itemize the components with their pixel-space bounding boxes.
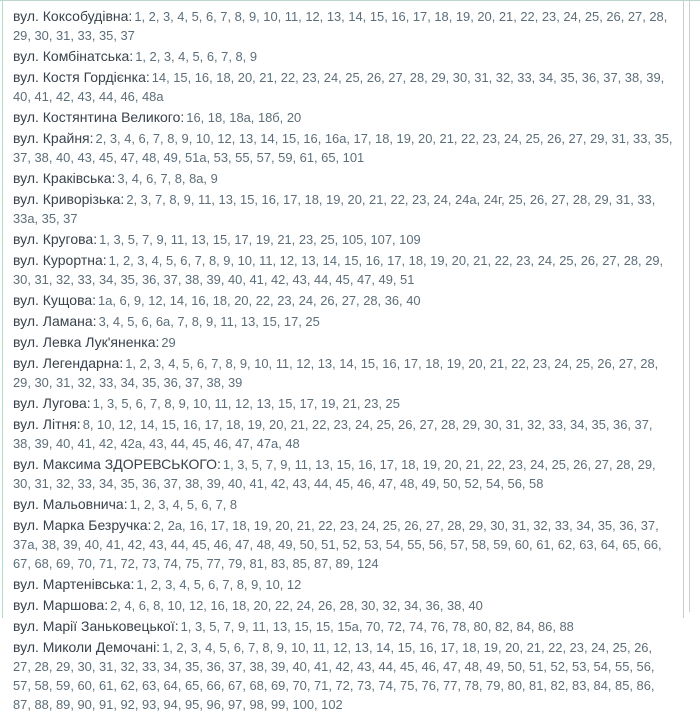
street-name: вул. Лугова: bbox=[13, 395, 91, 411]
street-house-numbers: 1а, 6, 9, 12, 14, 16, 18, 20, 22, 23, 24, 26, 27, 28, 36, 40 bbox=[98, 293, 421, 308]
street-house-numbers: 2, 4, 6, 8, 10, 12, 16, 18, 20, 22, 24, 26, 28, 30, 32, 34, 36, 38, 40 bbox=[110, 598, 483, 613]
table-outer-border bbox=[689, 0, 690, 612]
street-row bbox=[13, 7, 673, 45]
street-row bbox=[13, 169, 673, 188]
street-house-numbers: 3, 4, 6, 7, 8, 8а, 9 bbox=[117, 171, 217, 186]
street-name: вул. Кущова: bbox=[13, 292, 96, 308]
street-house-numbers: 2, 2а, 16, 17, 18, 19, 20, 21, 22, 23, 24, 25, 26, 27, 28, 29, 30, 31, 32, 33, 34, 35, 36, 37, 37а, 38, 39, 40, 41, 42, 43, 44, 45, 46, 47, 48, 49, 50, 51, 52, 53, 54, 55, 56, 57, 58, 59, 60, 61, 62, 63, 64, 65, 66, 67, 68, 69, 70, 71, 72, 73, 74, 75, 77, 79, 81, 83, 85, 87, 89, 124 bbox=[13, 518, 662, 571]
street-row bbox=[13, 575, 673, 594]
street-name: вул. Крайня: bbox=[13, 130, 94, 146]
street-house-numbers: 8, 10, 12, 14, 15, 16, 17, 18, 19, 20, 21, 22, 23, 24, 25, 26, 27, 28, 29, 30, 31, 32, 33, 34, 35, 36, 37, 38, 39, 40, 41, 42, 42а, 43, 44, 45, 46, 47, 47а, 48 bbox=[13, 417, 652, 451]
street-house-numbers: 1, 3, 5, 6, 7, 8, 9, 10, 11, 12, 13, 15, 17, 19, 21, 23, 25 bbox=[93, 396, 400, 411]
street-house-numbers: 29 bbox=[161, 335, 175, 350]
street-row bbox=[13, 251, 673, 289]
street-house-numbers: 16, 18, 18а, 18б, 20 bbox=[186, 110, 301, 125]
street-row bbox=[13, 68, 673, 106]
street-row bbox=[13, 108, 673, 127]
street-house-numbers: 1, 3, 5, 7, 9, 11, 13, 15, 16, 17, 18, 19, 20, 21, 22, 23, 24, 25, 26, 27, 28, 29, 30, 31, 32, 33, 34, 35, 36, 37, 38, 39, 40, 41, 42, 43, 44, 45, 46, 47, 48, 49, 50, 52, 54, 56, 58 bbox=[13, 457, 656, 491]
street-name: вул. Максима ЗДОРЕВСЬКОГО: bbox=[13, 456, 221, 472]
street-name: вул. Марії Заньковецької: bbox=[13, 618, 179, 634]
street-name: вул. Левка Лук'яненка: bbox=[13, 334, 159, 350]
street-row bbox=[13, 455, 673, 493]
street-name: вул. Костя Гордієнка: bbox=[13, 69, 150, 85]
street-house-numbers: 2, 3, 4, 6, 7, 8, 9, 10, 12, 13, 14, 15, 16, 16а, 17, 18, 19, 20, 21, 22, 23, 24, 25, 26, 27, 29, 31, 33, 35, 37, 38, 40, 43, 45, 47, 48, 49, 51а, 53, 55, 57, 59, 61, 65, 101 bbox=[13, 131, 672, 165]
street-row bbox=[13, 415, 673, 453]
street-row bbox=[13, 516, 673, 573]
street-name: вул. Марка Безручка: bbox=[13, 517, 151, 533]
street-house-numbers: 1, 2, 3, 4, 5, 6, 7, 8, 9, 10, 11, 12, 13, 14, 15, 16, 17, 18, 19, 20, 21, 22, 23, 24, 25, 26, 27, 28, 29, 30, 31, 33, 35, 37 bbox=[13, 9, 667, 43]
street-name: вул. Костянтина Великого: bbox=[13, 109, 184, 125]
street-row bbox=[13, 129, 673, 167]
street-house-numbers: 1, 2, 3, 4, 5, 6, 7, 8, 9 bbox=[135, 49, 257, 64]
street-house-numbers: 1, 3, 5, 7, 9, 11, 13, 15, 17, 19, 21, 23, 25, 105, 107, 109 bbox=[99, 232, 421, 247]
street-name: вул. Краківська: bbox=[13, 170, 115, 186]
street-name: вул. Літня: bbox=[13, 416, 81, 432]
street-row bbox=[13, 394, 673, 413]
street-name: вул. Ламана: bbox=[13, 313, 97, 329]
street-house-numbers: 1, 2, 3, 4, 5, 6, 7, 8, 9, 10, 11, 12, 13, 14, 15, 16, 17, 18, 19, 20, 21, 22, 23, 24, 25, 26, 27, 28, 29, 30, 31, 32, 33, 34, 35, 36, 37, 38, 39, 40, 41, 42, 43, 44, 45, 46, 47, 48, 49, 50, 51, 52, 53, 54, 55, 56, 57, 58, 59, 60, 61, 62, 63, 64, 65, 66, 67, 68, 69, 70, 71, 72, 73, 74, 75, 76, 77, 78, 79, 80, 81, 82, 83, 84, 85, 86, 87, 88, 89, 90, 91, 92, 93, 94, 95, 96, 97, 98, 99, 100, 102 bbox=[13, 640, 654, 712]
street-house-numbers: 1, 2, 3, 4, 5, 6, 7, 8, 9, 10, 12 bbox=[136, 577, 301, 592]
street-row bbox=[13, 596, 673, 615]
street-row bbox=[13, 333, 673, 352]
street-house-numbers: 2, 3, 7, 8, 9, 11, 13, 15, 16, 17, 18, 19, 20, 21, 22, 23, 24, 24а, 24г, 25, 26, 27, 28, 29, 31, 33, 33а, 35, 37 bbox=[13, 192, 655, 226]
street-house-numbers: 1, 2, 3, 4, 5, 6, 7, 8, 9, 10, 11, 12, 13, 14, 15, 16, 17, 18, 19, 20, 21, 22, 23, 24, 25, 26, 27, 28, 29, 30, 31, 32, 33, 34, 35, 36, 37, 38, 39 bbox=[13, 356, 658, 390]
street-name: вул. Криворізька: bbox=[13, 191, 124, 207]
street-house-numbers: 3, 4, 5, 6, 6а, 7, 8, 9, 11, 13, 15, 17, 25 bbox=[99, 314, 320, 329]
street-row bbox=[13, 638, 673, 714]
street-house-numbers: 1, 3, 5, 7, 9, 11, 13, 15, 15, 15а, 70, 72, 74, 76, 78, 80, 82, 84, 86, 88 bbox=[181, 619, 574, 634]
street-name: вул. Мальовнича: bbox=[13, 496, 128, 512]
street-name: вул. Легендарна: bbox=[13, 355, 123, 371]
street-name: вул. Маршова: bbox=[13, 597, 108, 613]
street-name: вул. Комбінатська: bbox=[13, 48, 133, 64]
street-row bbox=[13, 312, 673, 331]
street-row bbox=[13, 190, 673, 228]
street-row bbox=[13, 291, 673, 310]
street-house-numbers: 1, 2, 3, 4, 5, 6, 7, 8, 9, 10, 11, 12, 13, 14, 15, 16, 17, 18, 19, 20, 21, 22, 23, 24, 25, 26, 27, 28, 29, 30, 31, 32, 33, 34, 35, 36, 37, 38, 39, 40, 41, 42, 43, 44, 45, 47, 49, 51 bbox=[13, 253, 663, 287]
street-name: вул. Мартенівська: bbox=[13, 576, 134, 592]
street-name: вул. Коксобудівна: bbox=[13, 8, 132, 24]
street-row bbox=[13, 495, 673, 514]
street-row bbox=[13, 230, 673, 249]
street-list-cell bbox=[2, 1, 684, 618]
street-row bbox=[13, 47, 673, 66]
street-name: вул. Миколи Демочані: bbox=[13, 639, 160, 655]
street-name: вул. Курортна: bbox=[13, 252, 107, 268]
street-name: вул. Кругова: bbox=[13, 231, 97, 247]
street-house-numbers: 1, 2, 3, 4, 5, 6, 7, 8 bbox=[130, 497, 238, 512]
street-row bbox=[13, 354, 673, 392]
street-row bbox=[13, 617, 673, 636]
street-house-numbers: 14, 15, 16, 18, 20, 21, 22, 23, 24, 25, 26, 27, 28, 29, 30, 31, 32, 33, 34, 35, 36, 37, 38, 39, 40, 41, 42, 43, 44, 46, 48а bbox=[13, 70, 664, 104]
